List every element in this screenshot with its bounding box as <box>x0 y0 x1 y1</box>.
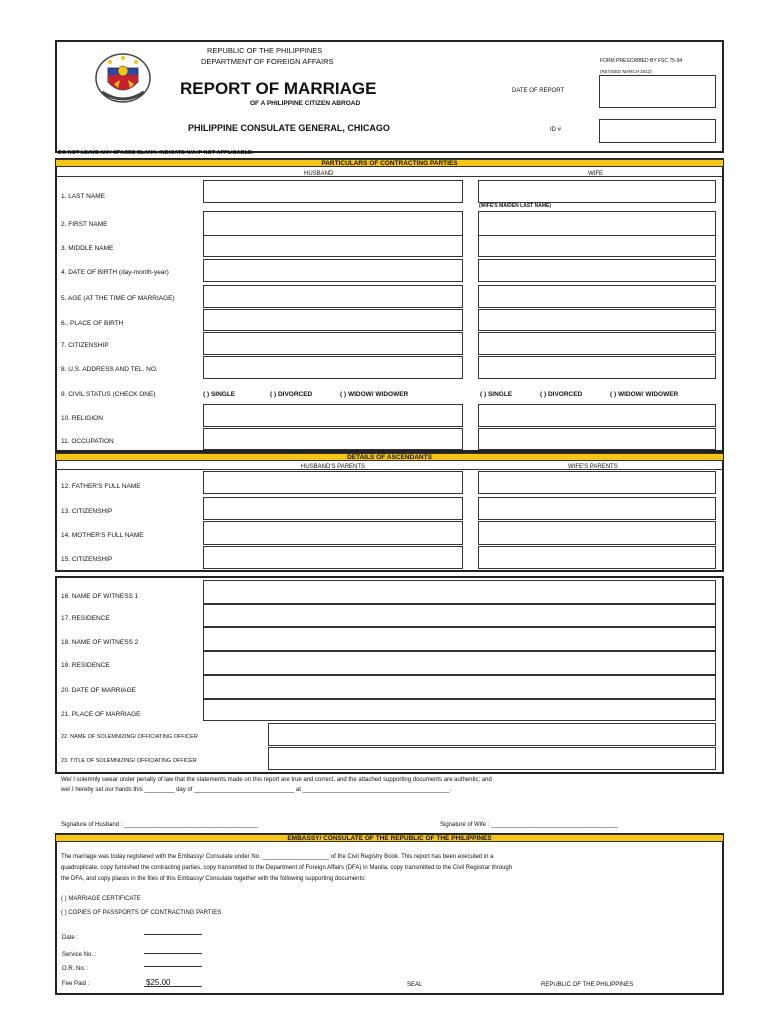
page-title: REPORT OF MARRIAGE <box>180 79 377 98</box>
field-label-last-name: 1. LAST NAME <box>61 193 105 200</box>
husband-citizenship-input[interactable] <box>203 332 463 355</box>
wife-citizenship-input[interactable] <box>478 332 716 355</box>
republic-heading: REPUBLIC OF THE PHILIPPINES <box>207 46 323 55</box>
doc-passport-copies[interactable]: ( ) COPIES OF PASSPORTS OF CONTRACTING PARTIES <box>61 910 222 916</box>
philippine-seal-icon <box>94 52 152 104</box>
date-of-marriage-input[interactable] <box>203 675 716 699</box>
husband-place-of-birth-input[interactable] <box>203 309 463 331</box>
field-label-place-of-birth: 6.. PLACE OF BIRTH <box>61 320 124 327</box>
wife-religion-input[interactable] <box>478 404 716 427</box>
wife-first-name-input[interactable] <box>478 211 716 236</box>
officer-title-input[interactable] <box>268 747 716 770</box>
wife-last-name-input[interactable] <box>478 180 716 203</box>
wife-civil-status-widow[interactable]: ( ) WIDOW/ WIDOWER <box>610 391 679 398</box>
wife-maiden-note: (WIFE'S MAIDEN LAST NAME) <box>479 203 552 209</box>
husband-mother-name-input[interactable] <box>203 521 463 545</box>
witness-1-input[interactable] <box>203 580 716 604</box>
wife-mother-citizenship-input[interactable] <box>478 546 716 569</box>
ascendants-band: DETAILS OF ASCENDANTS <box>56 453 723 461</box>
husband-last-name-input[interactable] <box>203 180 463 203</box>
field-label-father-name: 12. FATHER'S FULL NAME <box>61 483 141 490</box>
field-label-place-of-marriage: 21. PLACE OF MARRIAGE <box>61 711 141 718</box>
husband-civil-status-widower[interactable]: ( ) WIDOW/ WIDOWER <box>340 391 409 398</box>
wife-place-of-birth-input[interactable] <box>478 309 716 331</box>
wife-address-input[interactable] <box>478 356 716 379</box>
husband-father-name-input[interactable] <box>203 471 463 494</box>
officer-name-input[interactable] <box>268 723 716 746</box>
wife-middle-name-input[interactable] <box>478 235 716 257</box>
husband-address-input[interactable] <box>203 356 463 379</box>
husband-mother-citizenship-input[interactable] <box>203 546 463 569</box>
date-line[interactable] <box>144 934 202 935</box>
ascendants-header-rule <box>56 469 723 470</box>
husband-middle-name-input[interactable] <box>203 235 463 257</box>
husband-parents-header: HUSBAND'S PARENTS <box>301 464 366 470</box>
field-label-occupation: 11. OCCUPATION <box>61 438 114 445</box>
particulars-header-rule <box>56 176 723 177</box>
place-of-marriage-input[interactable] <box>203 699 716 721</box>
husband-religion-input[interactable] <box>203 404 463 427</box>
field-label-middle-name: 3. MIDDLE NAME <box>61 245 114 252</box>
id-field[interactable] <box>599 119 716 143</box>
field-label-age: 5. AGE (AT THE TIME OF MARRIAGE) <box>61 295 175 302</box>
department-heading: DEPARTMENT OF FOREIGN AFFAIRS <box>201 57 334 66</box>
wife-father-name-input[interactable] <box>478 471 716 494</box>
date-of-report-label: DATE OF REPORT <box>512 88 565 94</box>
field-label-officer-name: 22. NAME OF SOLEMNIZING/ OFFICIATING OFFICER <box>61 734 198 740</box>
field-label-religion: 10. RELIGION <box>61 415 103 422</box>
service-no-line[interactable] <box>144 953 202 954</box>
consulate-name: PHILIPPINE CONSULATE GENERAL, CHICAGO <box>188 123 390 133</box>
wife-header: WIFE <box>588 171 603 177</box>
embassy-band: EMBASSY/ CONSULATE OF THE REPUBLIC OF THE PHILIPPINES <box>56 834 723 842</box>
wife-parents-header: WIFE'S PARENTS <box>568 464 618 470</box>
wife-mother-name-input[interactable] <box>478 521 716 545</box>
husband-signature-line[interactable]: Signature of Husband : ________________________________________ <box>61 822 258 828</box>
form-prescribed: FORM PRESCRIBED BY FSC 75-94 <box>600 58 683 64</box>
wife-age-input[interactable] <box>478 285 716 308</box>
wife-father-citizenship-input[interactable] <box>478 497 716 520</box>
oath-line-2: we/ I hereby set our hands this _________ day of ______________________________ at ____________________________________________. <box>61 787 452 793</box>
fee-paid-line <box>144 986 202 987</box>
field-label-first-name: 2. FIRST NAME <box>61 221 108 228</box>
wife-civil-status-divorced[interactable]: ( ) DIVORCED <box>540 391 583 398</box>
or-no-label: O.R. No. : <box>62 966 89 972</box>
wife-signature-line[interactable]: Signature of Wife : ______________________________________ <box>440 822 618 828</box>
embassy-paragraph-3: the DFA, and copy places in the files of this Embassy/ Consulate together with the following supporting documents: <box>61 876 366 882</box>
particulars-band: PARTICULARS OF CONTRACTING PARTIES <box>56 159 723 167</box>
husband-occupation-input[interactable] <box>203 428 463 450</box>
husband-first-name-input[interactable] <box>203 211 463 236</box>
revised-note: (REVISED MARCH 2012) <box>600 69 652 74</box>
wife-date-of-birth-input[interactable] <box>478 259 716 282</box>
field-label-residence-1: 17. RESIDENCE <box>61 615 110 622</box>
seal-label: SEAL <box>407 982 423 988</box>
husband-date-of-birth-input[interactable] <box>203 259 463 282</box>
field-label-citizenship: 7. CITIZENSHIP <box>61 342 109 349</box>
field-label-witness-1: 16. NAME OF WITNESS 1 <box>61 593 139 600</box>
husband-father-citizenship-input[interactable] <box>203 497 463 520</box>
husband-civil-status-divorced[interactable]: ( ) DIVORCED <box>270 391 313 398</box>
page-subtitle: OF A PHILIPPINE CITIZEN ABROAD <box>250 100 361 107</box>
husband-age-input[interactable] <box>203 285 463 308</box>
husband-civil-status-single[interactable]: ( ) SINGLE <box>203 391 236 398</box>
doc-marriage-certificate[interactable]: ( ) MARRIAGE CERTIFICATE <box>61 896 141 902</box>
fee-paid-label: Fee Paid : <box>62 981 90 987</box>
id-label: ID # <box>550 127 562 133</box>
service-no-label: Service No. : <box>62 952 97 958</box>
republic-footer: REPUBLIC OF THE PHILIPPINES <box>541 982 634 988</box>
field-label-officer-title: 23. TITLE OF SOLEMNIZING/ OFFICIATING OFFICER <box>61 758 197 764</box>
field-label-father-citizenship: 13. CITIZENSHIP <box>61 508 113 515</box>
field-label-date-of-birth: 4. DATE OF BIRTH (day-month-year) <box>61 269 169 276</box>
residence-2-input[interactable] <box>203 651 716 675</box>
or-no-line[interactable] <box>144 966 202 967</box>
field-label-witness-2: 18. NAME OF WITNESS 2 <box>61 639 139 646</box>
field-label-civil-status: 9. CIVIL STATUS (CHECK ONE) <box>61 391 156 398</box>
field-label-residence-2: 19. RESIDENCE <box>61 662 110 669</box>
embassy-paragraph-1: The marriage was today registered with the Embassy/ Consulate under No. ____________________ of the Civil Registry Book. This report has been executed in a <box>61 854 494 860</box>
embassy-paragraph-2: quadruplicate, copy furnished the contracting parties, copy transmitted to the Department of Foreign Affairs (DFA) in Manila, copy transmitted to the Civil Registrar through <box>61 865 513 871</box>
field-label-mother-citizenship: 15. CITIZENSHIP <box>61 556 113 563</box>
oath-line-1: We/ I solemnly swear under penalty of law that the statements made on this report are true and correct, and the attached supporting documents are authentic; and <box>61 777 492 783</box>
field-label-mother-name: 14. MOTHER'S FULL NAME <box>61 532 144 539</box>
field-label-date-of-marriage: 20. DATE OF MARRIAGE <box>61 687 137 694</box>
date-of-report-field[interactable] <box>599 75 716 108</box>
fee-paid-value: $25.00 <box>146 978 171 987</box>
wife-civil-status-single[interactable]: ( ) SINGLE <box>480 391 513 398</box>
residence-1-input[interactable] <box>203 604 716 627</box>
husband-header: HUSBAND <box>304 171 334 177</box>
instruction-text: DO NOT LEAVE ANY SPACES BLANK. INDICATE N/A IF NOT APPLICABLE. <box>58 150 254 156</box>
wife-occupation-input[interactable] <box>478 428 716 450</box>
field-label-address: 8. U.S. ADDRESS AND TEL. NO. <box>61 366 158 373</box>
date-label: Date : <box>62 935 79 941</box>
witness-2-input[interactable] <box>203 627 716 651</box>
